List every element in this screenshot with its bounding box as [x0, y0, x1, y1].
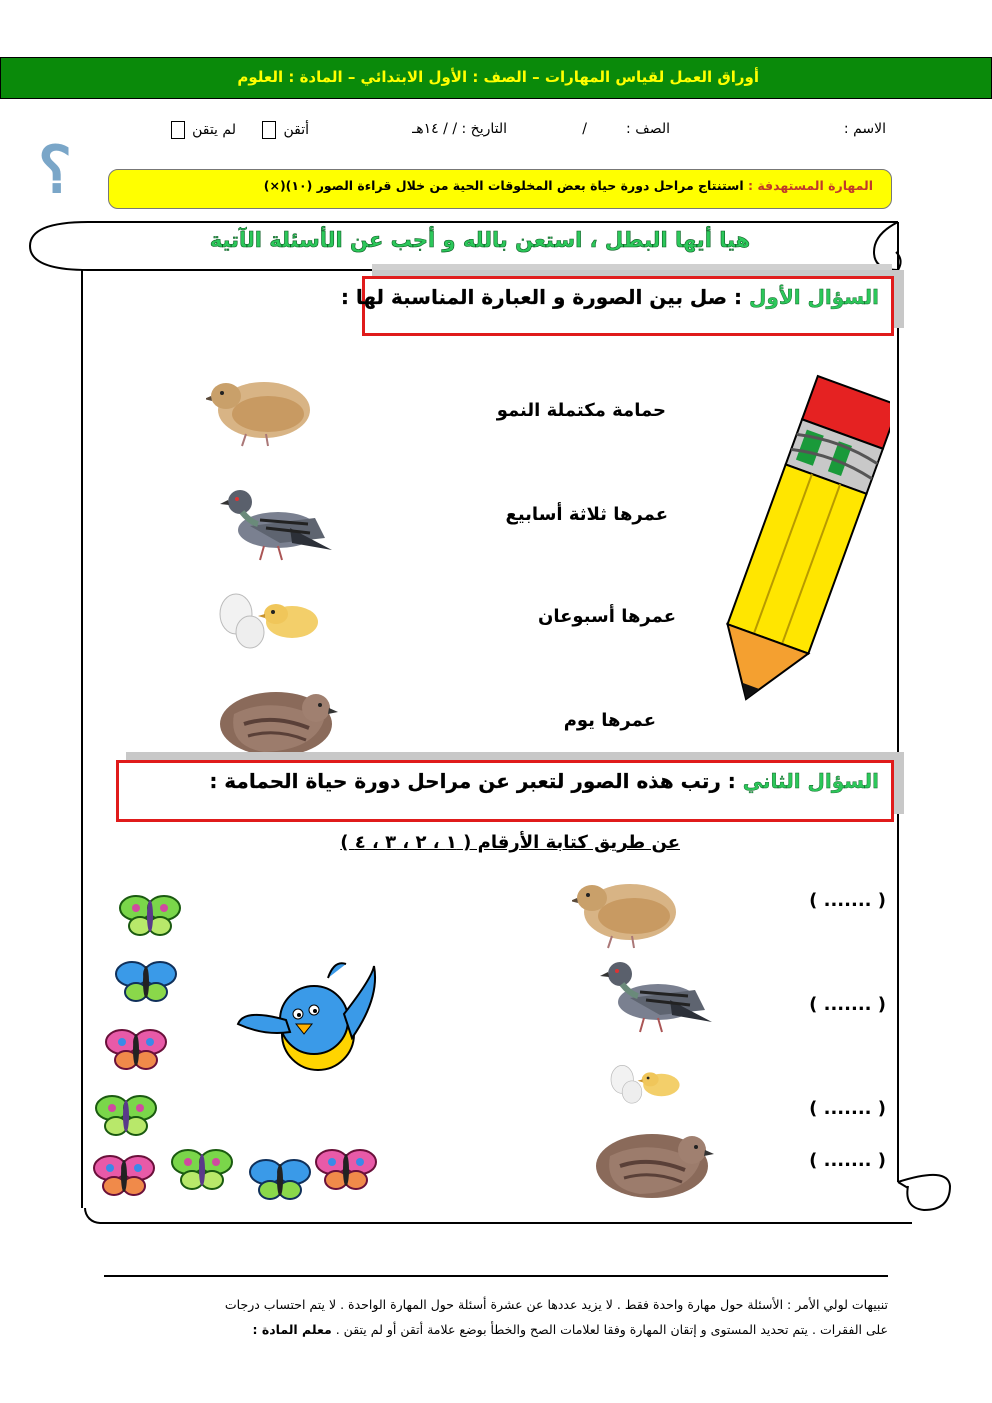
q2-chick-image: [572, 878, 696, 958]
class-label: الصف :: [626, 121, 670, 137]
order-blank-1[interactable]: ( ....... ): [809, 890, 886, 911]
footer-divider: [104, 1275, 888, 1277]
order-blank-4[interactable]: ( ....... ): [809, 1150, 886, 1171]
mastered-checkbox[interactable]: [262, 121, 276, 139]
statement-2: عمرها ثلاثة أسابيع: [505, 504, 668, 525]
statement-4: عمرها يوم: [563, 710, 656, 731]
q2-label: السؤال الثاني: [742, 769, 879, 793]
chick-image: [206, 376, 330, 456]
butterfly-border-decoration: [84, 884, 394, 1214]
banner-title: أوراق العمل لقياس المهارات – الصف : الأول الابتدائي – المادة : العلوم: [237, 68, 759, 86]
class-separator: /: [582, 121, 587, 137]
statement-3: عمرها أسبوعان: [538, 606, 676, 627]
teacher-label: معلم المادة :: [252, 1322, 332, 1337]
statement-1: حمامة مكتملة النمو: [496, 400, 666, 421]
mastered-option[interactable]: [259, 121, 309, 139]
q2-eggs-image: [604, 1064, 686, 1110]
skill-label: المهارة المستهدفة :: [748, 178, 873, 193]
not-mastered-label: لم يتقن: [192, 122, 236, 138]
cheer-heading: هيا أيها البطل ، استعن بالله و أجب عن الأسئلة الآتية: [209, 228, 751, 252]
q1-text: : صل بين الصورة و العبارة المناسبة لها :: [340, 285, 743, 309]
name-label: الاسم :: [843, 121, 886, 137]
not-mastered-option[interactable]: [168, 121, 236, 139]
not-mastered-checkbox[interactable]: [171, 121, 185, 139]
young-pigeon-image: [214, 684, 342, 760]
pencil-image: [710, 372, 890, 712]
skill-box: [108, 169, 892, 209]
q2-young-pigeon-image: [590, 1126, 718, 1202]
eggs-hatchling-image: [210, 592, 326, 654]
adult-pigeon-image: [220, 488, 336, 568]
skill-text: استنتاج مراحل دورة حياة بعض المخلوقات الحية من خلال قراءة الصور (١٠)(×): [263, 178, 744, 193]
q2-instruction: عن طريق كتابة الأرقام ( ١ ، ٢ ، ٣ ، ٤ ): [340, 832, 680, 853]
date-label: التاريخ : / / ١٤هـ: [412, 121, 507, 137]
order-blank-3[interactable]: ( ....... ): [809, 1098, 886, 1119]
q2-text: : رتب هذه الصور لتعبر عن مراحل دورة حياة الحمامة :: [209, 769, 736, 793]
footer-note-line2: [253, 1322, 889, 1337]
q2-adult-pigeon-image: [600, 960, 716, 1040]
header-banner: [0, 57, 992, 99]
question-mark-icon: ؟: [38, 133, 72, 208]
q1-box: [340, 276, 894, 336]
q1-label: السؤال الأول: [749, 285, 879, 309]
footer-note-line1: تنبيهات لولي الأمر : الأسئلة حول مهارة واحدة فقط . لا يزيد عددها عن عشرة أسئلة حول المهارة الواحدة . لا يتم احتساب درجات: [224, 1297, 888, 1312]
footer-note-text: على الفقرات . يتم تحديد المستوى و إتقان المهارة وفقا لعلامات الصح والخطأ بوضع علامة أتقن أو لم يتقن .: [335, 1322, 888, 1337]
q2-box: [116, 760, 894, 822]
order-blank-2[interactable]: ( ....... ): [809, 994, 886, 1015]
mastered-label: أتقن: [283, 122, 309, 138]
